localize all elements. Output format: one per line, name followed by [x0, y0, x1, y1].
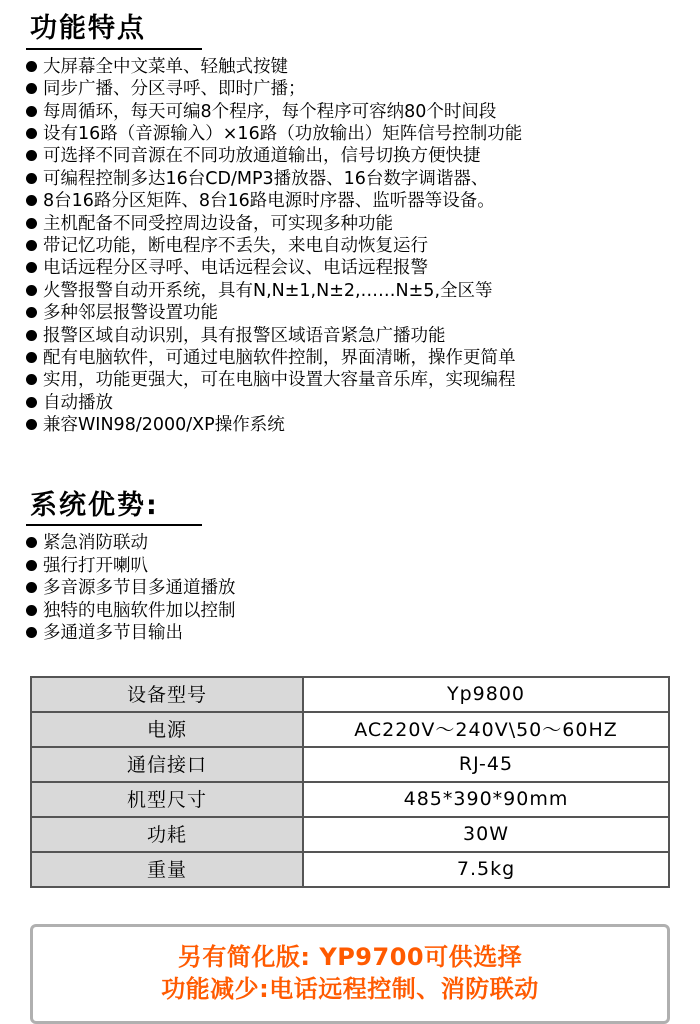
table-cell-label: 通信接口 [31, 747, 303, 782]
list-item: 大屏幕全中文菜单、轻触式按键 [26, 56, 676, 78]
table-row [31, 782, 669, 817]
advantages-list [24, 532, 676, 644]
bullet-dot-icon [26, 173, 37, 184]
list-item: 每周循环，每天可编8个程序，每个程序可容纳80个时间段 [26, 101, 676, 123]
list-item: 紧急消防联动 [26, 532, 676, 554]
table-cell-value: AC220V～240V\50～60HZ [303, 712, 669, 747]
features-title: 功能特点 [30, 13, 146, 44]
table-row [31, 852, 669, 887]
note-line-2: 功能减少:电话远程控制、消防联动 [161, 975, 539, 1004]
bullet-dot-icon [26, 330, 37, 341]
bullet-dot-icon [26, 374, 37, 385]
bullet-dot-icon [26, 218, 37, 229]
bullet-dot-icon [26, 397, 37, 408]
advantages-title: 系统优势: [30, 489, 159, 521]
table-row [31, 817, 669, 852]
bullet-dot-icon [26, 128, 37, 139]
list-item: 兼容WIN98/2000/XP操作系统 [26, 414, 676, 436]
list-item: 配有电脑软件，可通过电脑软件控制，界面清晰，操作更简单 [26, 347, 676, 369]
list-item: 8台16路分区矩阵、8台16路电源时序器、监听器等设备。 [26, 190, 676, 212]
bullet-dot-icon [26, 560, 37, 571]
table-cell-value: 30W [303, 817, 669, 852]
features-section [24, 0, 676, 437]
list-item: 多通道多节目输出 [26, 622, 676, 644]
bullet-dot-icon [26, 605, 37, 616]
bullet-dot-icon [26, 352, 37, 363]
table-cell-label: 功耗 [31, 817, 303, 852]
bullet-dot-icon [26, 83, 37, 94]
table-cell-value: 7.5kg [303, 852, 669, 887]
bullet-dot-icon [26, 627, 37, 638]
list-item: 实用，功能更强大，可在电脑中设置大容量音乐库，实现编程 [26, 369, 676, 391]
table-cell-label: 设备型号 [31, 677, 303, 712]
features-title-underline [26, 48, 202, 50]
list-item: 可选择不同音源在不同功放通道输出，信号切换方便快捷 [26, 145, 676, 167]
list-item: 强行打开喇叭 [26, 555, 676, 577]
section-spacer [24, 644, 676, 670]
bullet-dot-icon [26, 61, 37, 72]
bullet-dot-icon [26, 285, 37, 296]
note-line-1: 另有简化版: YP9700可供选择 [177, 943, 523, 972]
bullet-dot-icon [26, 262, 37, 273]
bullet-dot-icon [26, 240, 37, 251]
table-cell-value: Yp9800 [303, 677, 669, 712]
list-item: 自动播放 [26, 392, 676, 414]
bullet-dot-icon [26, 106, 37, 117]
table-row [31, 712, 669, 747]
features-list [24, 56, 676, 437]
table-cell-label: 电源 [31, 712, 303, 747]
list-item: 带记忆功能，断电程序不丢失，来电自动恢复运行 [26, 235, 676, 257]
advantages-title-underline [26, 524, 202, 526]
table-cell-value: 485*390*90mm [303, 782, 669, 817]
spec-table-container [30, 670, 670, 888]
bullet-dot-icon [26, 195, 37, 206]
bullet-dot-icon [26, 307, 37, 318]
table-cell-value: RJ-45 [303, 747, 669, 782]
bullet-dot-icon [26, 537, 37, 548]
list-item: 多音源多节目多通道播放 [26, 577, 676, 599]
list-item: 独特的电脑软件加以控制 [26, 600, 676, 622]
note-box [30, 924, 670, 1024]
bullet-dot-icon [26, 582, 37, 593]
spec-table [30, 676, 670, 888]
table-row [31, 747, 669, 782]
table-row [31, 677, 669, 712]
list-item: 多种邻层报警设置功能 [26, 302, 676, 324]
list-item: 报警区域自动识别，具有报警区域语音紧急广播功能 [26, 325, 676, 347]
table-cell-label: 机型尺寸 [31, 782, 303, 817]
bullet-dot-icon [26, 150, 37, 161]
section-spacer [24, 437, 676, 477]
list-item: 可编程控制多达16台CD/MP3播放器、16台数字调谐器、 [26, 168, 676, 190]
list-item: 主机配备不同受控周边设备，可实现多种功能 [26, 213, 676, 235]
list-item: 火警报警自动开系统，具有N,N±1,N±2,……N±5,全区等 [26, 280, 676, 302]
advantages-section [24, 477, 676, 645]
list-item: 同步广播、分区寻呼、即时广播； [26, 78, 676, 100]
list-item: 电话远程分区寻呼、电话远程会议、电话远程报警 [26, 257, 676, 279]
list-item: 设有16路（音源输入）×16路（功放输出）矩阵信号控制功能 [26, 123, 676, 145]
bullet-dot-icon [26, 419, 37, 430]
table-cell-label: 重量 [31, 852, 303, 887]
